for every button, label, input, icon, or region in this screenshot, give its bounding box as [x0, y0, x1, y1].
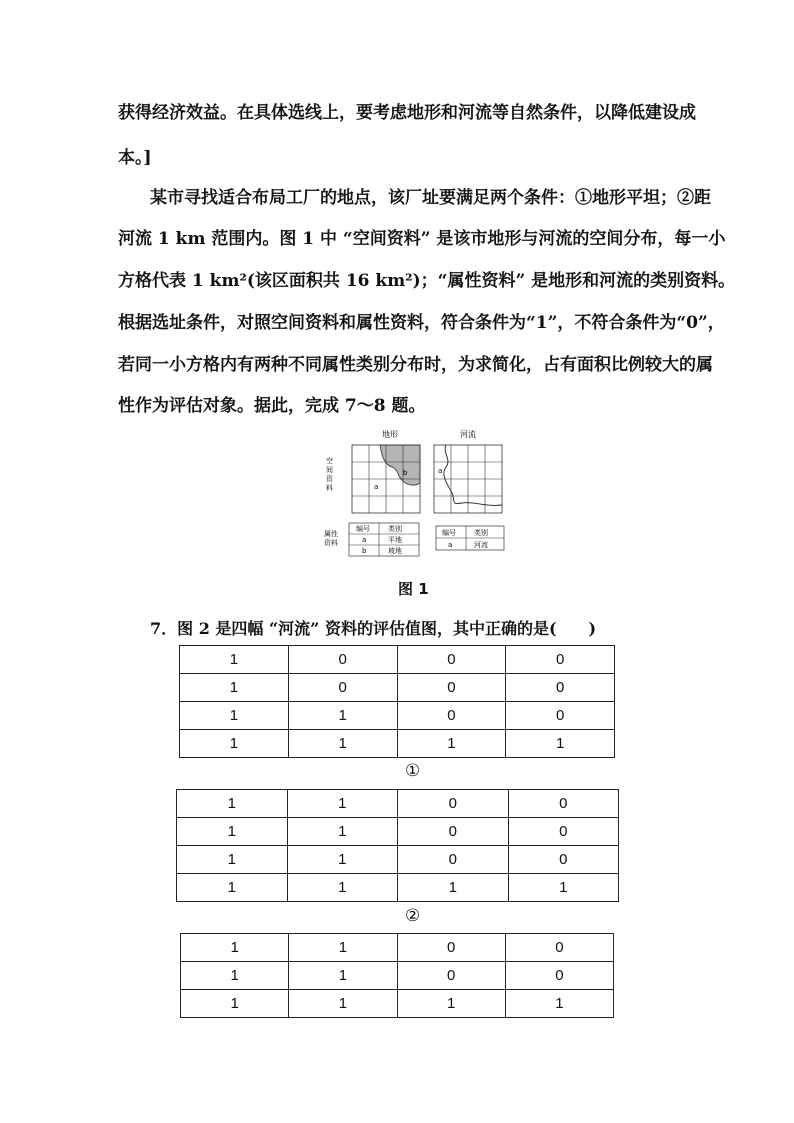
paragraph2-line6: 性作为评估对象。据此，完成 7～8 题。	[118, 396, 426, 416]
grid-cell: 1	[289, 934, 397, 962]
grid-cell: 1	[397, 730, 506, 758]
paragraph2-line3: 方格代表 1 km²(该区面积共 16 km²)；“属性资料” 是地形和河流的类别资料。	[118, 271, 736, 291]
evaluation-grid-3	[180, 933, 614, 1018]
grid-cell: 1	[288, 702, 397, 730]
grid-cell: 1	[505, 990, 613, 1018]
grid-cell: 1	[288, 730, 397, 758]
grid-cell: 1	[181, 990, 289, 1018]
grid-cell: 0	[397, 934, 505, 962]
grid-cell: 0	[398, 818, 509, 846]
grid-cell: 1	[180, 674, 289, 702]
grid-cell: 0	[397, 702, 506, 730]
grid-cell: 0	[506, 702, 615, 730]
grid-row	[181, 934, 614, 962]
grid-cell: 1	[397, 990, 505, 1018]
grid-cell: 1	[181, 934, 289, 962]
grid-cell: 1	[180, 730, 289, 758]
terrain-title: 地形	[382, 430, 398, 439]
svg-text:空: 空	[326, 457, 333, 465]
grid-cell: 1	[177, 874, 288, 902]
grid-cell: 1	[180, 646, 289, 674]
grid-cell: 1	[177, 818, 288, 846]
grid-cell: 0	[397, 674, 506, 702]
grid-cell: 0	[398, 790, 509, 818]
terrain-map	[352, 445, 420, 513]
paragraph2-line4: 根据选址条件，对照空间资料和属性资料，符合条件为“1”，不符合条件为“0”，	[118, 313, 725, 333]
evaluation-grid-2	[176, 789, 619, 902]
grid-cell: 1	[506, 730, 615, 758]
evaluation-grid-1	[179, 645, 615, 758]
grid-row	[180, 702, 615, 730]
terrain-table-header-id: 编号	[356, 525, 370, 533]
grid-cell: 0	[506, 674, 615, 702]
grid-row	[181, 990, 614, 1018]
river-table-header-class: 类别	[474, 529, 488, 537]
grid-row	[177, 818, 619, 846]
river-table-header-id: 编号	[442, 529, 456, 537]
grid-row	[181, 962, 614, 990]
river-title: 河流	[460, 430, 476, 439]
terrain-attr-table	[349, 523, 419, 556]
grid-row	[177, 846, 619, 874]
spatial-label	[326, 456, 334, 492]
grid-row	[180, 646, 615, 674]
river-label-a: a	[438, 467, 443, 475]
terrain-table-cell: 平地	[388, 536, 402, 544]
grid-cell: 0	[505, 962, 613, 990]
label-a: a	[374, 483, 379, 491]
paragraph2-line1: 某市寻找适合布局工厂的地点，该厂址要满足两个条件：①地形平坦；②距	[150, 188, 711, 208]
grid-cell: 1	[180, 702, 289, 730]
grid-2-label: ②	[405, 906, 421, 926]
question-7: 7．图 2 是四幅 “河流” 资料的评估值图，其中正确的是( )	[150, 619, 597, 638]
grid-row	[177, 790, 619, 818]
grid-cell: 0	[288, 646, 397, 674]
grid-cell: 0	[508, 818, 619, 846]
figure-1	[322, 425, 507, 565]
grid-cell: 1	[177, 790, 288, 818]
grid-1-label: ①	[405, 761, 421, 781]
grid-cell: 0	[397, 646, 506, 674]
grid-cell: 1	[289, 990, 397, 1018]
grid-cell: 1	[398, 874, 509, 902]
terrain-table-header-class: 类别	[388, 525, 402, 533]
terrain-table-cell: a	[362, 536, 367, 544]
grid-row	[180, 730, 615, 758]
grid-cell: 0	[506, 646, 615, 674]
terrain-table-cell: b	[362, 547, 367, 555]
terrain-table-cell: 坡地	[388, 547, 402, 555]
attr-label-2: 资料	[324, 539, 338, 547]
grid-cell: 0	[508, 846, 619, 874]
attr-label-1: 属性	[324, 530, 338, 538]
grid-cell: 0	[505, 934, 613, 962]
figure-1-caption: 图 1	[398, 580, 429, 598]
grid-row	[177, 874, 619, 902]
paragraph1-line2: 本。]	[118, 148, 152, 168]
svg-text:资: 资	[326, 475, 333, 483]
grid-cell: 0	[288, 674, 397, 702]
paragraph2-line2: 河流 1 km 范围内。图 1 中 “空间资料” 是该市地形与河流的空间分布，每一小	[118, 229, 726, 249]
grid-cell: 1	[181, 962, 289, 990]
river-table-cell: a	[448, 541, 453, 549]
grid-row	[180, 674, 615, 702]
grid-cell: 1	[177, 846, 288, 874]
grid-cell: 1	[289, 962, 397, 990]
grid-cell: 1	[508, 874, 619, 902]
svg-text:间: 间	[326, 466, 333, 474]
paragraph2-line5: 若同一小方格内有两种不同属性类别分布时，为求简化，占有面积比例较大的属	[118, 355, 713, 375]
river-map	[434, 445, 502, 513]
grid-cell: 1	[287, 818, 398, 846]
label-b: b	[403, 469, 408, 477]
river-table-cell: 河流	[474, 541, 488, 549]
grid-cell: 1	[287, 874, 398, 902]
svg-text:料: 料	[326, 484, 333, 492]
paragraph1-line1: 获得经济效益。在具体选线上，要考虑地形和河流等自然条件，以降低建设成	[118, 103, 696, 123]
grid-cell: 1	[287, 846, 398, 874]
river-attr-table	[436, 526, 504, 550]
grid-cell: 1	[287, 790, 398, 818]
grid-cell: 0	[508, 790, 619, 818]
grid-cell: 0	[398, 846, 509, 874]
grid-cell: 0	[397, 962, 505, 990]
